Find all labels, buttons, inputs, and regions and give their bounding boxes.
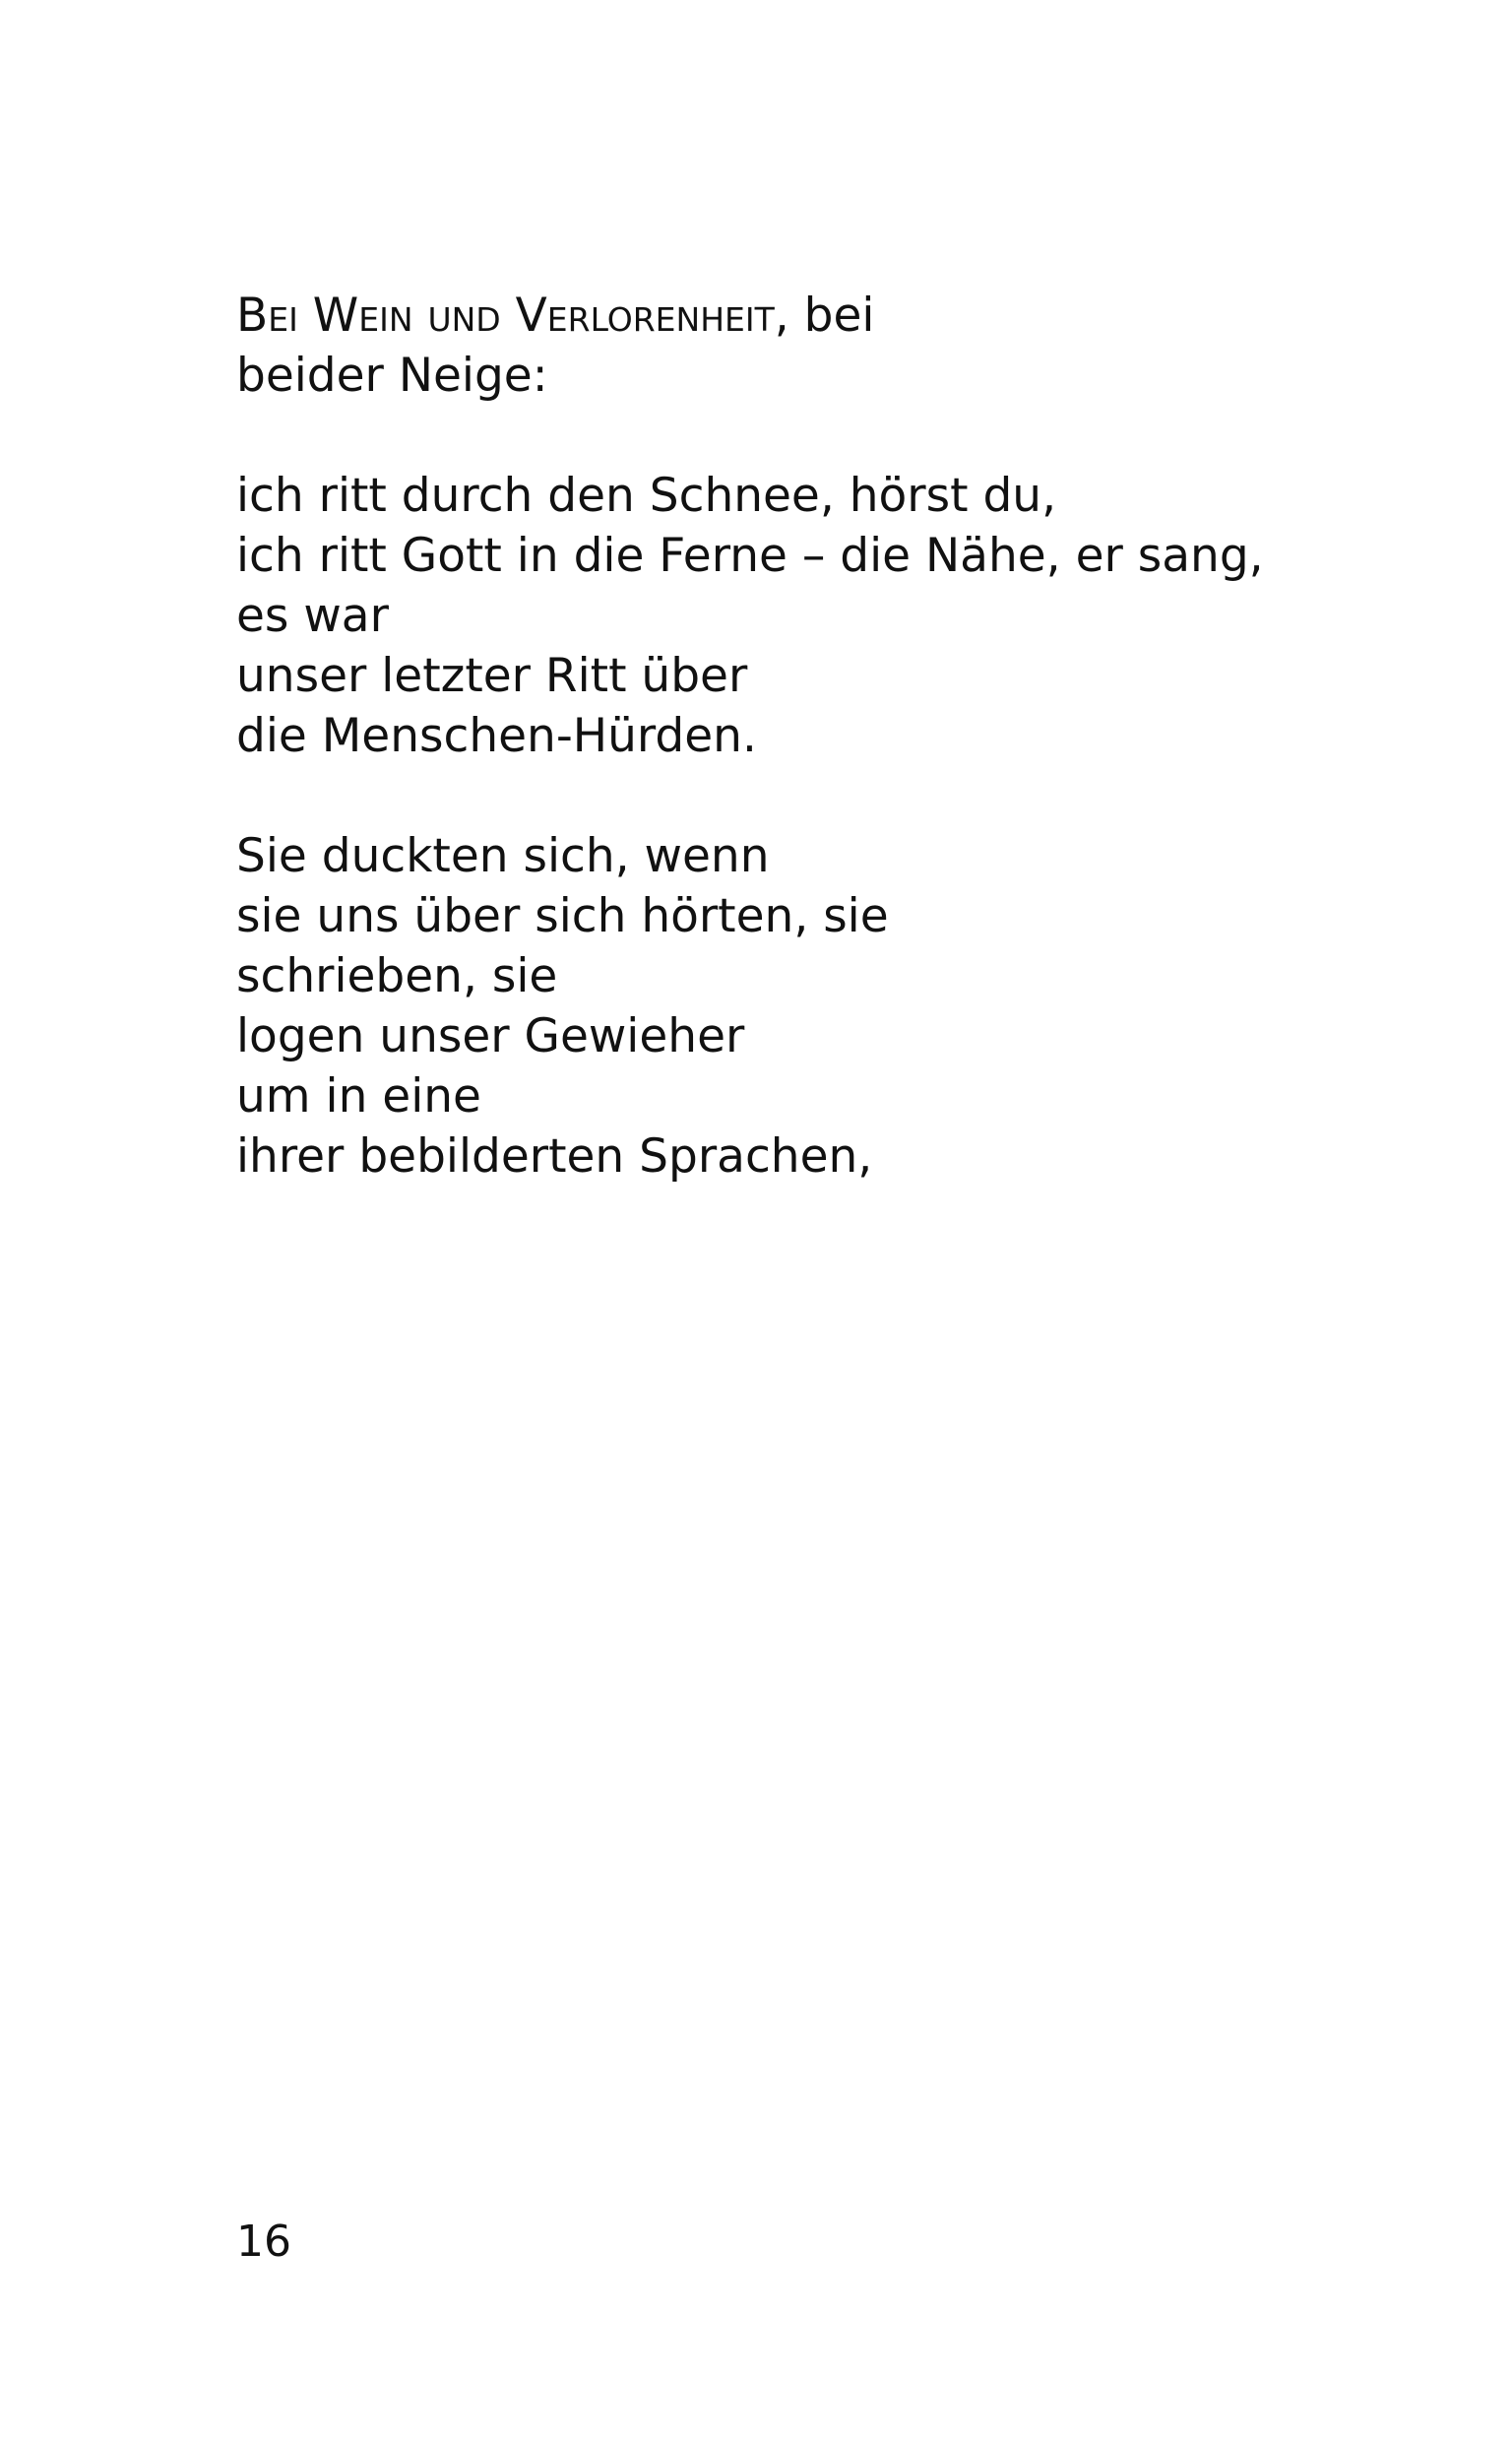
- poem-line: beider Neige:: [236, 349, 548, 403]
- page-number: 16: [236, 2217, 291, 2267]
- poem-line: ich ritt Gott in die Ferne – die Nähe, er sang,: [236, 529, 1264, 583]
- poem-line: die Menschen-Hürden.: [236, 709, 757, 763]
- poem-opening-line: [236, 286, 1418, 346]
- stanza-gap: [236, 766, 1418, 826]
- poem-line: unser letzter Ritt über: [236, 649, 748, 703]
- poem-line: um in eine: [236, 1069, 481, 1124]
- poem-line: ich ritt durch den Schnee, hörst du,: [236, 469, 1057, 523]
- opening-line-rest: , bei: [774, 289, 875, 343]
- poem-line: ihrer bebilderten Sprachen,: [236, 1129, 873, 1184]
- poem-line: es war: [236, 589, 389, 643]
- poem-line: schrieben, sie: [236, 949, 558, 1003]
- stanza-gap: [236, 406, 1418, 466]
- poem-line: logen unser Gewieher: [236, 1009, 745, 1063]
- poem-line: Sie duckten sich, wenn: [236, 829, 770, 883]
- small-caps-title: Bei Wein und Verlorenheit: [236, 289, 775, 343]
- poem-text: [236, 286, 1418, 1187]
- poem-line: sie uns über sich hörten, sie: [236, 889, 889, 943]
